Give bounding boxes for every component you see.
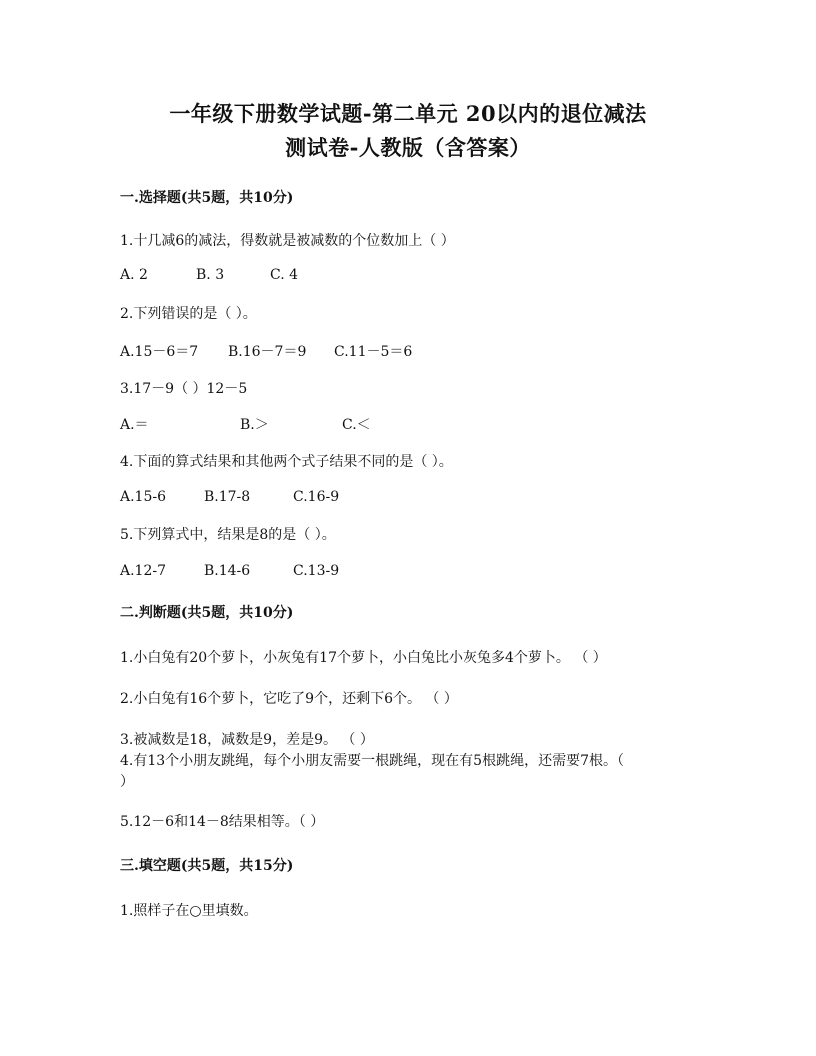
choice-q1-option-c: C. 4 <box>270 267 299 283</box>
choice-q4-option-a: A.15-6 <box>120 489 167 505</box>
choice-q4-option-c: C.16-9 <box>293 489 340 505</box>
choice-question-4: 4.下面的算式结果和其他两个式子结果不同的是（ ）。 <box>120 454 453 470</box>
section-heading-judge: 二.判断题(共5题，共10分) <box>120 605 294 621</box>
choice-q2-option-c: C.11－5＝6 <box>334 344 413 360</box>
choice-q4-option-b: B.17-8 <box>204 489 251 505</box>
choice-question-3: 3.17－9（ ）12－5 <box>120 381 248 397</box>
choice-question-5: 5.下列算式中，结果是8的是（ ）。 <box>120 527 336 543</box>
choice-q5-option-c: C.13-9 <box>293 563 340 579</box>
judge-question-4-line1: 4.有13个小朋友跳绳，每个小朋友需要一根跳绳，现在有5根跳绳，还需要7根。（ <box>120 753 624 769</box>
section-heading-choice: 一.选择题(共5题，共10分) <box>120 190 294 206</box>
choice-q3-option-c: C.＜ <box>342 417 371 433</box>
choice-q2-option-a: A.15－6＝7 <box>120 344 199 360</box>
fill-question-1: 1.照样子在○里填数。 <box>120 903 258 919</box>
judge-question-2: 2.小白兔有16个萝卜，它吃了9个，还剩下6个。 （ ） <box>120 691 458 707</box>
judge-question-1: 1.小白兔有20个萝卜，小灰兔有17个萝卜，小白兔比小灰兔多4个萝卜。 （ ） <box>120 650 607 666</box>
document-title-line1: 一年级下册数学试题-第二单元 20以内的退位减法 <box>169 101 647 126</box>
choice-q3-option-b: B.＞ <box>240 417 269 433</box>
choice-question-1: 1.十几减6的减法，得数就是被减数的个位数加上（ ） <box>120 233 455 249</box>
section-heading-fill: 三.填空题(共5题，共15分) <box>120 858 294 874</box>
judge-question-5: 5.12－6和14－8结果相等。（ ） <box>120 814 325 830</box>
choice-q1-option-a: A. 2 <box>120 267 148 283</box>
choice-q5-option-b: B.14-6 <box>204 563 251 579</box>
choice-q3-option-a: A.＝ <box>120 417 149 433</box>
choice-question-2: 2.下列错误的是（ ）。 <box>120 306 257 322</box>
judge-question-4-line2: ） <box>120 774 134 790</box>
choice-q2-option-b: B.16－7＝9 <box>228 344 307 360</box>
choice-q1-option-b: B. 3 <box>196 267 225 283</box>
choice-q5-option-a: A.12-7 <box>120 563 167 579</box>
document-title-line2: 测试卷-人教版（含答案） <box>285 135 531 160</box>
judge-question-3: 3.被减数是18，减数是9，差是9。 （ ） <box>120 732 374 748</box>
